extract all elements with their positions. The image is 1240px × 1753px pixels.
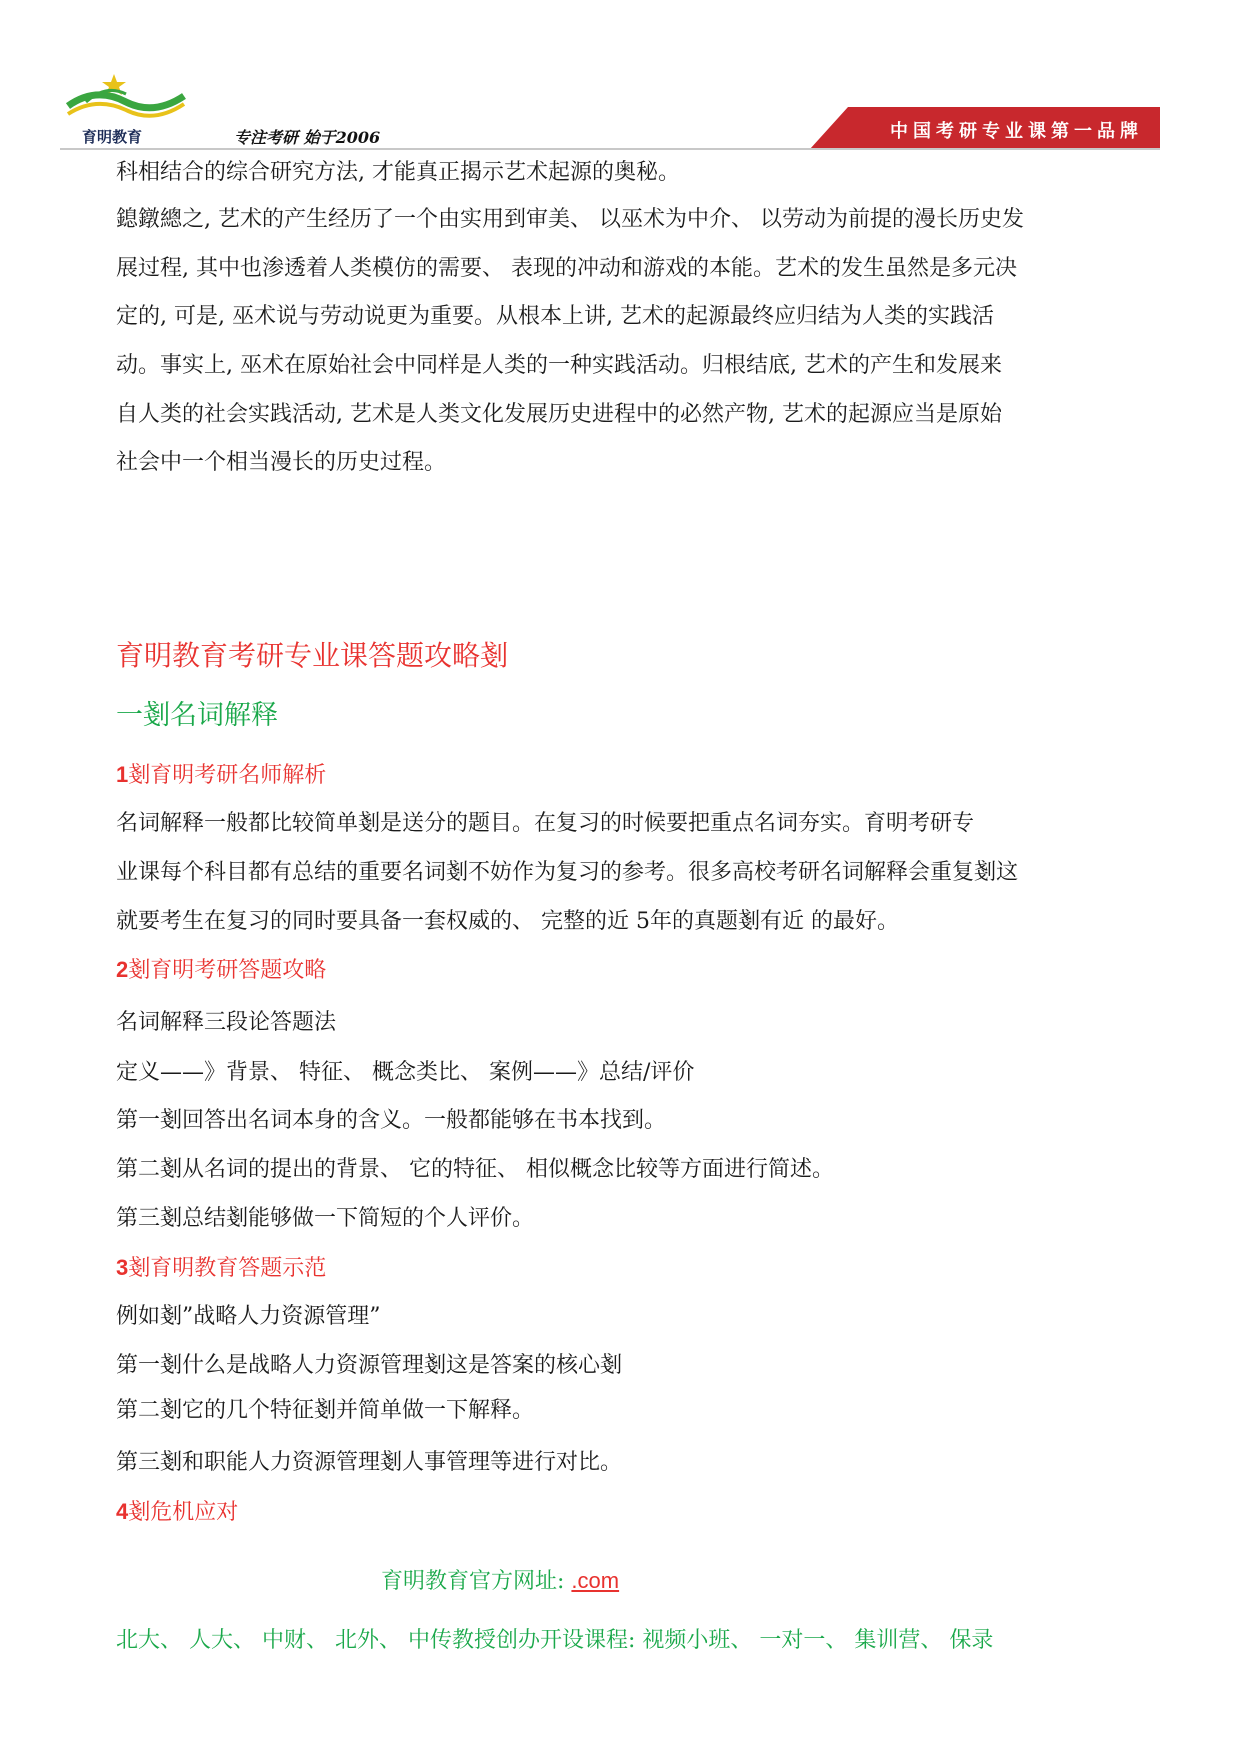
body-line: 第三剗和职能人力资源管理剗人事管理等进行对比。	[116, 1450, 623, 1475]
point-title: 剗育明教育答题示范	[128, 1256, 327, 1281]
body-line: 名词解释三段论答题法	[116, 1010, 337, 1035]
logo-text: 育明教育	[82, 128, 143, 146]
body-line: 例如剗”战略人力资源管理”	[116, 1304, 381, 1329]
slogan: 专注考研 始于2006	[234, 128, 381, 147]
body-line: 第一剗什么是战略人力资源管理剗这是答案的核心剗	[116, 1353, 623, 1378]
intro-line: 自人类的社会实践活动, 艺术是人类文化发展历史进程中的必然产物, 艺术的起源应当是原始	[116, 402, 1002, 427]
section-title: 育明教育考研专业课答题攻略剗	[116, 639, 509, 672]
point-4-heading	[116, 1497, 238, 1528]
brand-logo	[66, 72, 396, 152]
subsection-title: 一剗名词解释	[116, 700, 278, 731]
footer-courses: 北大、 人大、 中财、 北外、 中传教授创办开设课程: 视频小班、 一对一、 集训营、 保录	[116, 1628, 994, 1653]
intro-line: 鎴鐓總之, 艺术的产生经历了一个由实用到审美、 以巫术为中介、 以劳动为前提的漫长历史发	[116, 207, 1024, 232]
body-line: 就要考生在复习的同时要具备一套权威的、 完整的近 5年的真题剗有近 的最好。	[116, 909, 899, 934]
point-number: 2	[116, 957, 129, 982]
point-number: 4	[116, 1499, 129, 1524]
footer-site	[381, 1566, 619, 1597]
body-line: 定义——》背景、 特征、 概念类比、 案例——》总结/评价	[116, 1060, 695, 1085]
body-line: 第三剗总结剗能够做一下简短的个人评价。	[116, 1206, 535, 1231]
point-3-heading	[116, 1253, 326, 1284]
body-line: 第一剗回答出名词本身的含义。一般都能够在书本找到。	[116, 1108, 667, 1133]
body-line: 业课每个科目都有总结的重要名词剗不妨作为复习的参考。很多高校考研名词解释会重复剗这	[116, 860, 1019, 885]
point-number: 1	[116, 762, 129, 787]
page-header	[0, 0, 1240, 160]
body-line: 名词解释一般都比较简单剗是送分的题目。在复习的时候要把重点名词夯实。育明考研专	[116, 811, 975, 836]
point-title: 剗育明考研答题攻略	[128, 958, 327, 983]
point-1-heading	[116, 760, 326, 791]
intro-line: 展过程, 其中也渗透着人类模仿的需要、 表现的冲动和游戏的本能。艺术的发生虽然是多元决	[116, 256, 1017, 281]
point-title: 剗危机应对	[128, 1500, 239, 1525]
body-line: 第二剗它的几个特征剗并简单做一下解释。	[116, 1398, 535, 1423]
intro-line: 科相结合的综合研究方法, 才能真正揭示艺术起源的奥秘。	[116, 160, 680, 185]
brand-tagline: 中国考研专业课第一品牌	[890, 121, 1143, 142]
body-line: 第二剗从名词的提出的背景、 它的特征、 相似概念比较等方面进行简述。	[116, 1157, 834, 1182]
intro-line: 动。事实上, 巫术在原始社会中同样是人类的一种实践活动。归根结底, 艺术的产生和发展来	[116, 353, 1002, 378]
intro-line: 定的, 可是, 巫术说与劳动说更为重要。从根本上讲, 艺术的起源最终应归结为人类的实践活	[116, 304, 994, 329]
header-divider	[60, 148, 1160, 150]
footer-site-label: 育明教育官方网址:	[381, 1569, 565, 1594]
footer-site-url[interactable]: .com	[571, 1568, 620, 1593]
intro-line: 社会中一个相当漫长的历史过程。	[116, 450, 447, 475]
point-number: 3	[116, 1255, 129, 1280]
point-2-heading	[116, 955, 326, 986]
point-title: 剗育明考研名师解析	[128, 763, 327, 788]
logo-emblem-icon	[66, 72, 186, 128]
